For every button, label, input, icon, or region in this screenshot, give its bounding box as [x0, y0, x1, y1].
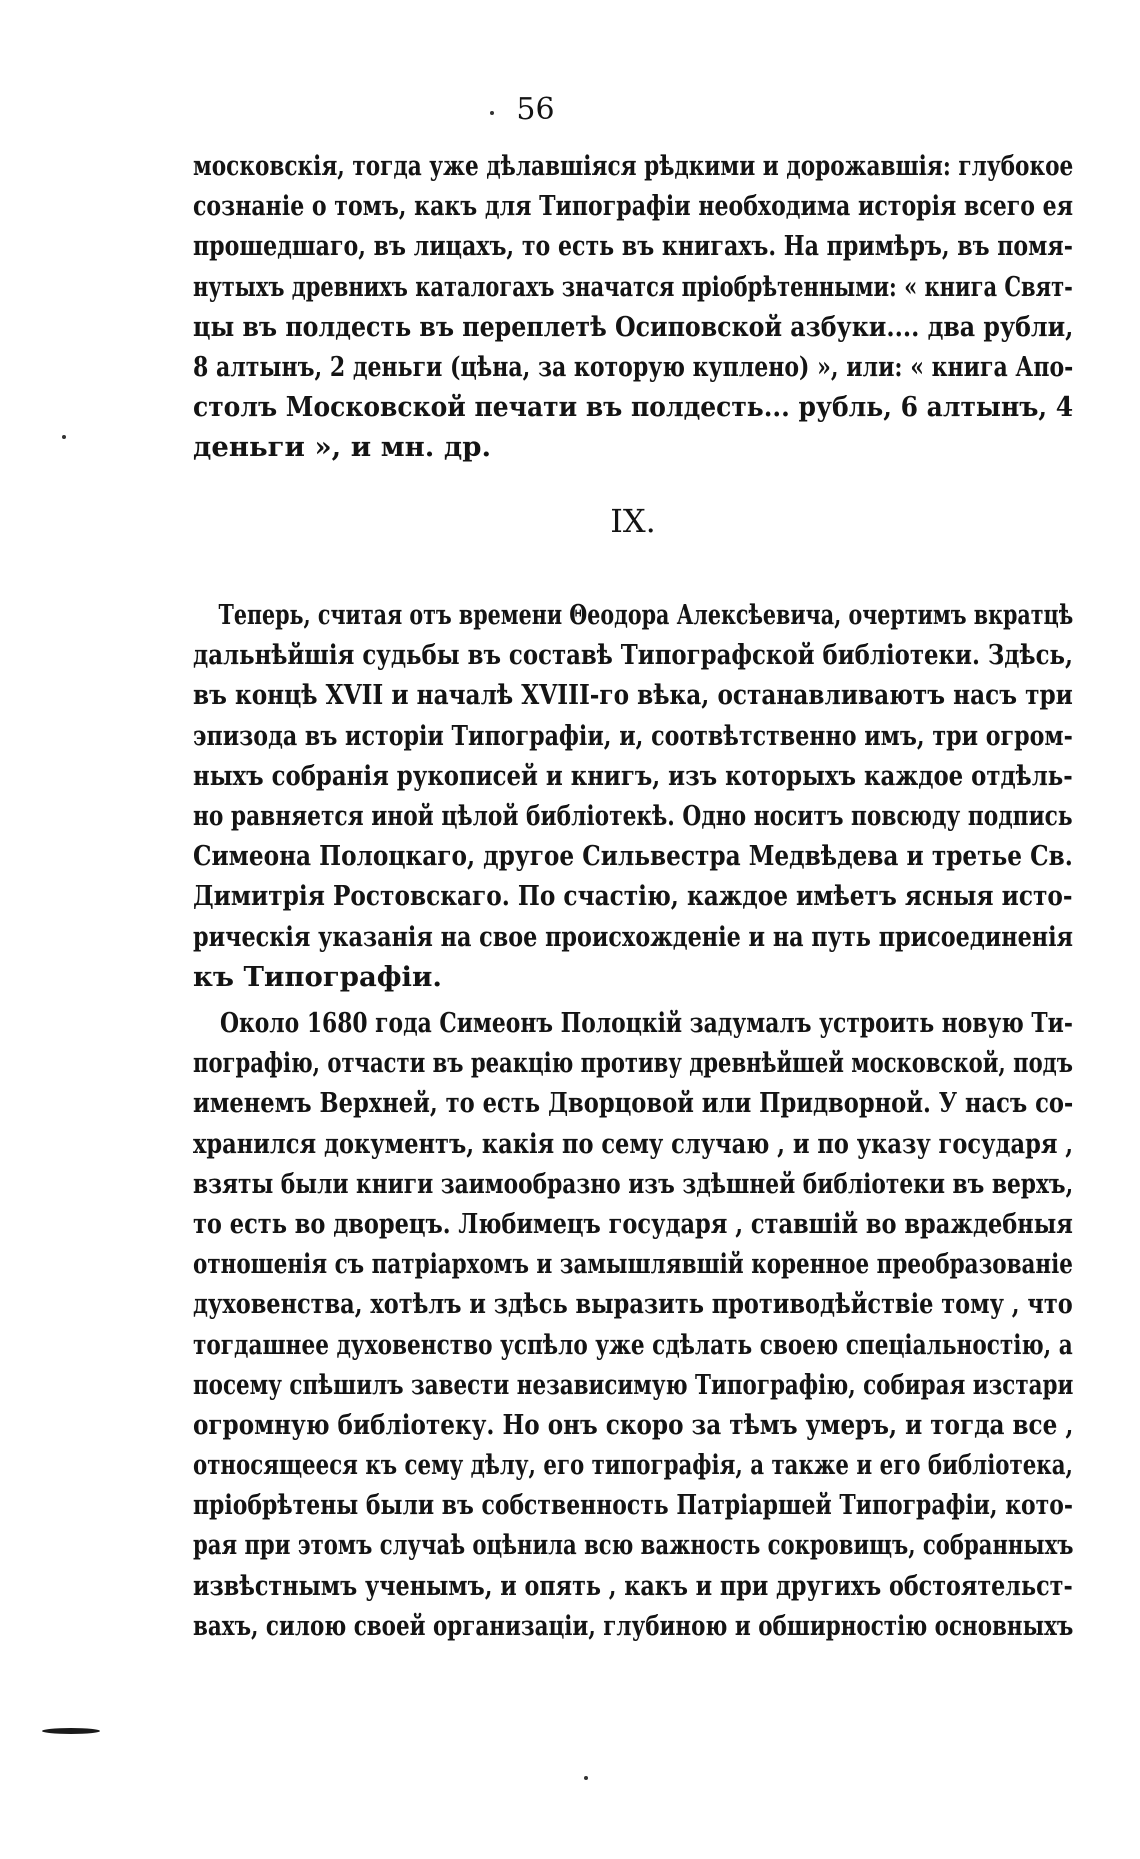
section-heading: IX.: [610, 502, 656, 540]
scan-speck: [490, 111, 494, 115]
text-line: пріобрѣтены были въ собственность Патріаршей Типографіи, кото-: [193, 1489, 1073, 1522]
paragraph-continuation: [193, 146, 1073, 468]
text-line: столъ Московской печати въ полдесть... рубль, 6 алтынъ, 4: [193, 391, 1074, 424]
text-line: именемъ Верхней, то есть Дворцовой или Придворной. У насъ со-: [193, 1087, 1074, 1120]
text-line: то есть во дворецъ. Любимецъ государя , ставшій во враждебныя: [193, 1207, 1073, 1240]
text-line: сознаніе о томъ, какъ для Типографіи необходима исторія всего ея: [193, 190, 1074, 223]
text-line: Димитрія Ростовскаго. По счастію, каждое имѣетъ ясныя исто-: [193, 880, 1073, 913]
text-line: извѣстнымъ ученымъ, и опять , какъ и при другихъ обстоятельст-: [193, 1569, 1073, 1602]
text-line: духовенства, хотѣлъ и здѣсь выразить противодѣйствіе тому , что: [193, 1288, 1073, 1321]
text-line: къ Типографіи.: [193, 960, 442, 993]
text-line: относящееся къ сему дѣлу, его типографія, а также и его библіотека,: [193, 1449, 1073, 1482]
scan-ink-mark: [42, 1728, 100, 1734]
text-line: Теперь, считая отъ времени Θеодора Алексѣевича, очертимъ вкратцѣ: [218, 599, 1074, 631]
paragraph-simeon: [193, 1003, 1073, 1646]
text-line: посему спѣшилъ завести независимую Типографію, собирая изстари: [193, 1368, 1074, 1401]
text-line: нутыхъ древнихъ каталогахъ значатся пріобрѣтенными: « книга Свят-: [193, 270, 1073, 303]
page-number: 56: [516, 92, 555, 127]
text-line: московскія, тогда уже дѣлавшіяся рѣдкими и дорожавшія: глубокое: [193, 150, 1074, 182]
text-line: взяты были книги заимообразно изъ здѣшней библіотеки въ верхъ,: [193, 1167, 1074, 1200]
text-line: отношенія съ патріархомъ и замышлявшій коренное преобразованіе: [193, 1248, 1073, 1281]
text-line: дальнѣйшія судьбы въ составѣ Типографской библіотеки. Здѣсь,: [193, 639, 1073, 672]
text-line: въ концѣ XVII и началѣ XVIII-го вѣка, останавливаютъ насъ три: [193, 679, 1073, 712]
text-line: прошедшаго, въ лицахъ, то есть въ книгахъ. На примѣръ, въ помя-: [193, 230, 1073, 263]
scan-speck: [62, 435, 66, 439]
text-line: рическія указанія на свое происхожденіе и на путь присоединенія: [193, 920, 1074, 953]
text-line: вахъ, силою своей организаціи, глубиною и обширностію основныхъ: [193, 1609, 1074, 1642]
text-line: Около 1680 года Симеонъ Полоцкій задумалъ устроить новую Ти-: [219, 1007, 1073, 1039]
scan-speck: [584, 1776, 588, 1780]
text-line: хранился документъ, какія по сему случаю , и по указу государя ,: [193, 1127, 1074, 1160]
text-line: 8 алтынъ, 2 деньги (цѣна, за которую куплено) », или: « книга Апо-: [193, 350, 1074, 383]
text-line: эпизода въ исторіи Типографіи, и, соотвѣтственно имъ, три огром-: [193, 719, 1073, 752]
text-line: пографію, отчасти въ реакцію противу древнѣйшей московской, подъ: [193, 1047, 1073, 1080]
text-line: огромную библіотеку. Но онъ скоро за тѣмъ умеръ, и тогда все ,: [193, 1408, 1074, 1441]
text-line: деньги », и мн. др.: [193, 431, 492, 464]
text-line: Симеона Полоцкаго, другое Сильвестра Медвѣдева и третье Св.: [193, 840, 1073, 873]
text-line: рая при этомъ случаѣ оцѣнила всю важность сокровищъ, собранныхъ: [193, 1529, 1074, 1562]
text-line: ныхъ собранія рукописей и книгъ, изъ которыхъ каждое отдѣль-: [193, 759, 1073, 792]
text-line: но равняется иной цѣлой библіотекѣ. Одно носитъ повсюду подпись: [193, 799, 1073, 832]
text-line: цы въ полдесть въ переплетѣ Осиповской азбуки.... два рубли,: [193, 310, 1074, 343]
text-line: тогдашнее духовенство успѣло уже сдѣлать своею спеціальностію, а: [193, 1328, 1073, 1361]
paragraph-theodore: [193, 595, 1073, 997]
